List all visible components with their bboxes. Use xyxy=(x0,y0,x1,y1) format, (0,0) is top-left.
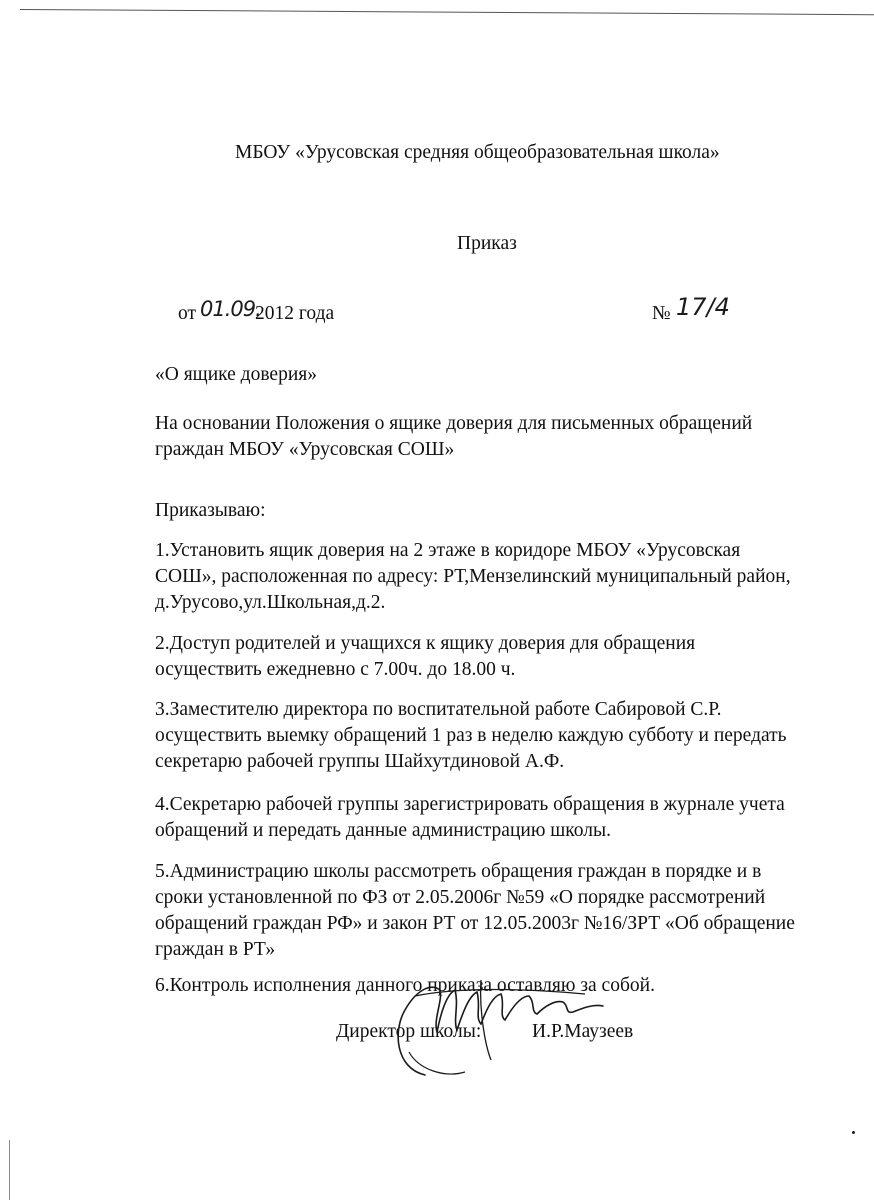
item-line: граждан в РТ» xyxy=(155,939,276,960)
order-basis xyxy=(155,411,752,463)
scan-edge-line xyxy=(20,9,874,15)
order-word: Приказываю: xyxy=(155,500,266,521)
item-line: сроки установленной по ФЗ от 2.05.2006г №59 «О порядке рассмотрений xyxy=(155,887,766,908)
order-item-3 xyxy=(155,697,787,775)
scan-edge-mark xyxy=(9,1140,10,1200)
item-line: 4.Секретарю рабочей группы зарегистрировать обращения в журнале учета xyxy=(155,794,785,815)
item-line: 6.Контроль исполнения данного приказа оставляю за собой. xyxy=(155,975,655,996)
item-line: СОШ», расположенная по адресу: РТ,Мензелинский муниципальный район, xyxy=(155,566,791,587)
item-line: секретарю рабочей группы Шайхутдиновой А.Ф. xyxy=(155,751,565,772)
date-year: 2012 года xyxy=(255,303,335,324)
signatory-name: И.Р.Маузеев xyxy=(532,1021,634,1042)
item-line: д.Урусово,ул.Школьная,д.2. xyxy=(155,592,386,613)
order-item-5 xyxy=(155,859,795,963)
number-sign: № xyxy=(652,303,671,324)
signatory-role: Директор школы: xyxy=(336,1021,482,1042)
order-subject: «О ящике доверия» xyxy=(155,364,317,385)
item-line: 5.Администрацию школы рассмотреть обращения граждан в порядке и в xyxy=(155,861,762,882)
organization-header: МБОУ «Урусовская средняя общеобразовательная школа» xyxy=(235,142,720,163)
item-line: 1.Установить ящик доверия на 2 этаже в коридоре МБОУ «Урусовская xyxy=(155,540,741,561)
handwritten-date: 01.09. xyxy=(200,297,261,321)
handwritten-signature xyxy=(385,960,615,1080)
order-item-2 xyxy=(155,631,695,683)
item-line: осуществить выемку обращений 1 раз в неделю каждую субботу и передать xyxy=(155,725,787,746)
order-item-4 xyxy=(155,792,785,844)
item-line: осуществить ежедневно с 7.00ч. до 18.00 ч. xyxy=(155,659,516,680)
document-type: Приказ xyxy=(457,233,517,254)
basis-line: На основании Положения о ящике доверия для письменных обращений xyxy=(155,413,753,434)
item-line: 3.Заместителю директора по воспитательной работе Сабировой С.Р. xyxy=(155,699,722,720)
order-item-1 xyxy=(155,538,791,616)
item-line: обращений граждан РФ» и закон РТ от 12.05.2003г №16/ЗРТ «Об обращение xyxy=(155,913,795,934)
item-line: 2.Доступ родителей и учащихся к ящику доверия для обращения xyxy=(155,633,696,654)
handwritten-number: 17/4 xyxy=(676,293,730,321)
date-prefix: от xyxy=(178,303,197,324)
scan-speck xyxy=(852,1131,855,1134)
item-line: обращений и передать данные администрацию школы. xyxy=(155,820,611,841)
basis-line: граждан МБОУ «Урусовская СОШ» xyxy=(155,439,455,460)
